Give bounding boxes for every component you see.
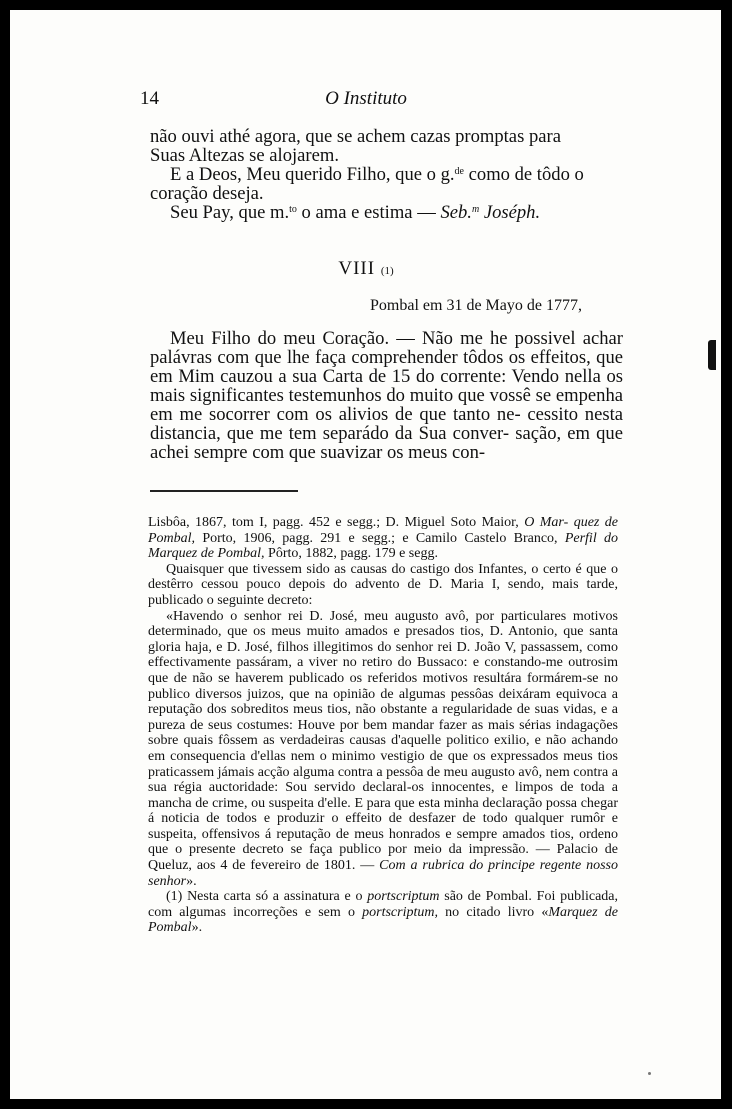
text-line: E a Deos, Meu querido Filho, que o g.$^{de}$ como de tôdo o bbox=[170, 164, 584, 185]
text-line: não ouvi athé agora, que se achem cazas promptas para bbox=[150, 126, 561, 147]
letter-body bbox=[150, 329, 623, 462]
decree-quote: «Havendo o senhor rei D. José, meu augusto avô, por particulares motivos determinado, que os meus muito amados e presados tios, D. Antonio, que santa gloria haja, e D. José, filhos illegitimos do senhor rei D. João V, passassem, como effectivamente passáram, a viver no retiro do Bussaco: e constando-me outrosim que de não se haverem publicado os referidos motivos resultára formárem-se no publico diversos juizos, que na opinião de algumas pessôas deixáram equivoca a reputação dos sobreditos meus tios, não obstante a regularidade de suas vidas, e a pureza de seus costumes: Houve por bem mandar fazer as mais sérias indagações sobre quais fôssem as verdadeiras causas d'aquelle politico exilio, e não achando em consequencia d'ellas nem o minimo vestigio de que os expressados meus tios praticassem jámais acção alguma contra a pessôa de meu augusto avô, nem contra a sua régia auctoridade: Sou servido declaral-os innocentes, e limpos de toda a mancha de crime, ou suspeita d'elle. E para que esta minha declaração possa chegar á noticia de todos e produzir o effeito de desfazer de todo qualquer rumôr e suspeita, offensivos á reputação de meus honrados e sempre amados tios, ordeno que o presente decreto se faça publico por meio da impressão. — Palacio de Queluz, aos 4 de fevereiro de 1801. — Com a rubrica do principe regente nosso senhor». bbox=[148, 608, 618, 889]
letter-continuation bbox=[150, 127, 622, 222]
signature: Seb.$^m$ Joséph. bbox=[440, 202, 541, 223]
paper-speck bbox=[648, 1072, 651, 1075]
footnote-ref: (1) bbox=[380, 265, 394, 277]
footnote-1: (1) Nesta carta só a assinatura e o portscriptum são de Pombal. Foi publicada, com algumas incorreções e sem o portscriptum, no citado livro «Marquez de Pombal». bbox=[148, 889, 618, 936]
dateline: Pombal em 31 de Mayo de 1777, bbox=[370, 297, 582, 314]
signature-line: Seu Pay, que m.$^{to}$ o ama e estima — Seb.$^m$ Joséph. bbox=[170, 202, 541, 223]
page-header bbox=[0, 88, 732, 114]
footnote-divider bbox=[150, 490, 298, 492]
page-number: 14 bbox=[140, 88, 159, 109]
section-number: VIII bbox=[338, 258, 376, 279]
text-line: coração deseja. bbox=[150, 183, 264, 204]
page-edge-mark bbox=[708, 340, 716, 370]
footnote-continuation: Lisbôa, 1867, tom I, pagg. 452 e segg.; D. Miguel Soto Maior, O Mar- quez de Pombal, Porto, 1906, pagg. 291 e segg.; e Camilo Castelo Branco, Perfil do Marquez de Pombal, Pôrto, 1882, pagg. 179 e segg. bbox=[148, 515, 619, 562]
running-head: O Instituto bbox=[325, 88, 407, 109]
footnotes bbox=[148, 515, 618, 936]
text-line: Suas Altezas se alojarem. bbox=[150, 145, 339, 166]
footnote-paragraph: Quaisquer que tivessem sido as causas do castigo dos Infantes, o certo é que o destêrro cessou pouco depois do advento de D. Maria I, sendo, mais tarde, publicado o seguinte decreto: bbox=[148, 561, 618, 608]
letter-text: Meu Filho do meu Coração. — Não me he possivel achar palávras com que lhe faça comprehender tôdos os effeitos, que em Mim cauzou a sua Carta de 15 do corrente: Vendo nella os mais significantes testemunhos do muito que vossê se empenha em me socorrer com os alivios de que tanto ne- cessito nesta distancia, que me tem separádo da Sua conver- sação, em que achei sempre com que suavizar os meus con- bbox=[150, 328, 623, 463]
section-heading bbox=[0, 258, 732, 280]
